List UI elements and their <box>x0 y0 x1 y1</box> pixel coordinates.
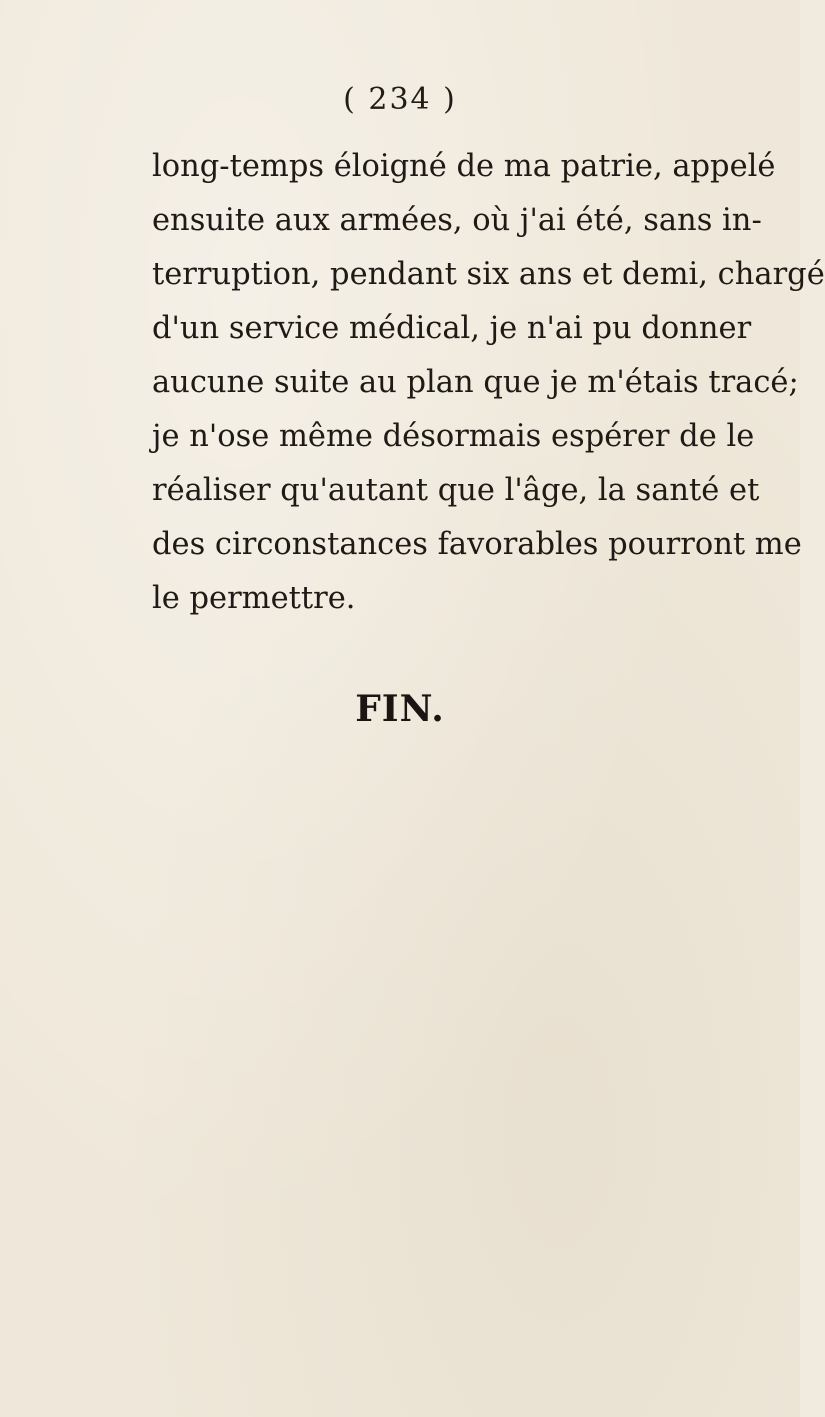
paragraph-line: ensuite aux armées, où j'ai été, sans in- <box>152 203 762 238</box>
page-number: ( 234 ) <box>343 82 457 117</box>
paragraph-line: d'un service médical, je n'ai pu donner <box>152 311 752 346</box>
paragraph-line: long-temps éloigné de ma patrie, appelé <box>152 149 776 184</box>
paragraph-line: réaliser qu'autant que l'âge, la santé et <box>152 473 760 508</box>
paragraph-line: terruption, pendant six ans et demi, chargé <box>152 257 825 292</box>
end-marker: FIN. <box>355 688 445 730</box>
body-paragraph <box>152 140 825 626</box>
paragraph-line: des circonstances favorables pourront me <box>152 527 802 562</box>
paragraph-line: je n'ose même désormais espérer de le <box>152 419 755 454</box>
bleed-through-texture <box>150 600 750 1160</box>
paragraph-line: le permettre. <box>152 581 356 616</box>
paragraph-line: aucune suite au plan que je m'étais tracé; <box>152 365 799 400</box>
